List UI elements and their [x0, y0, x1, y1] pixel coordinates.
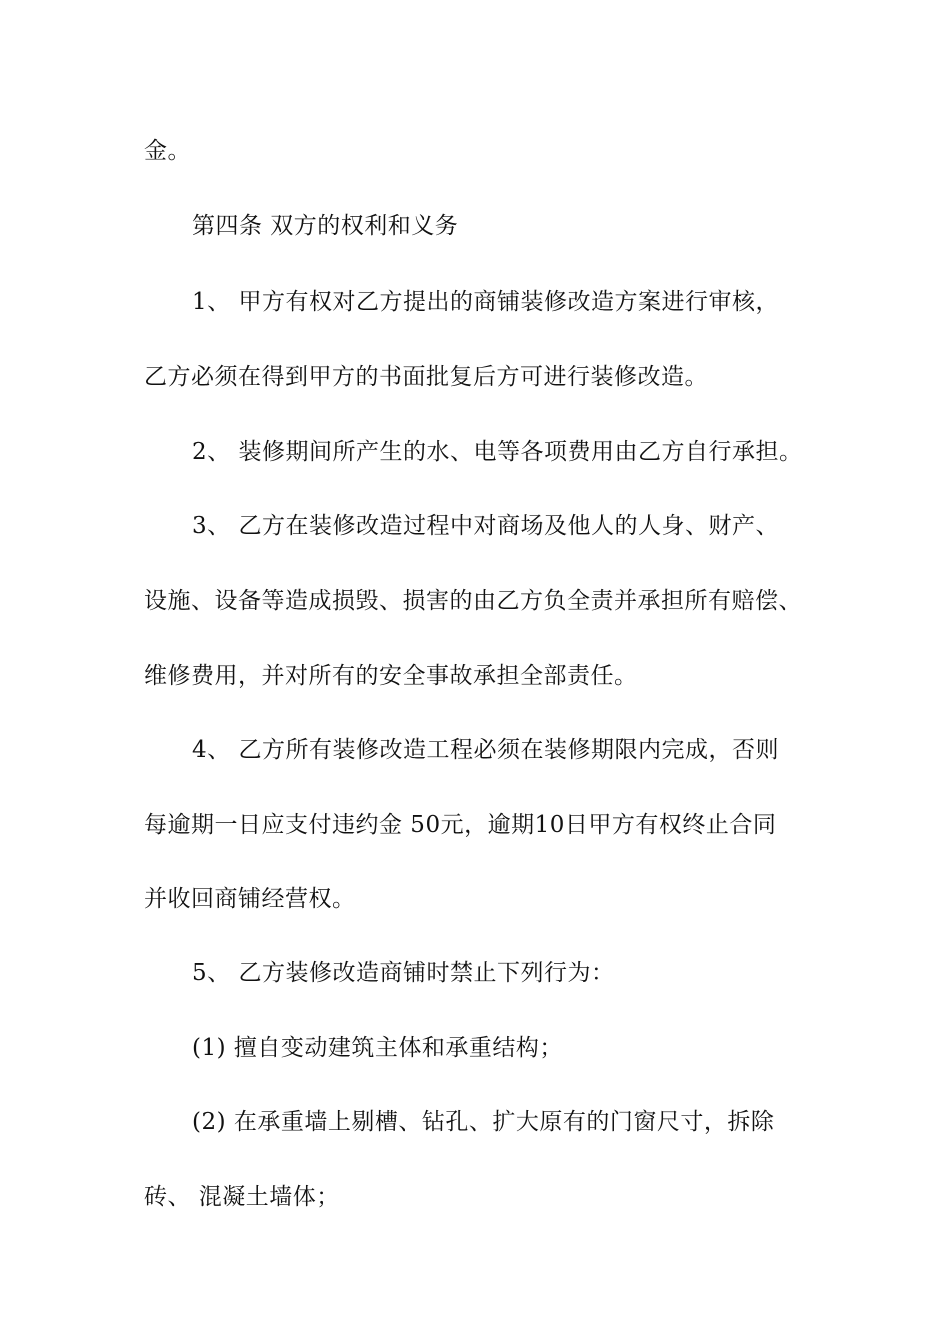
text-line: 设施、设备等造成损毁、损害的由乙方负全责并承担所有赔偿、: [144, 588, 802, 614]
text-line: 5、 乙方装修改造商铺时禁止下列行为：: [192, 960, 615, 986]
text-line: 1、 甲方有权对乙方提出的商铺装修改造方案进行审核，: [192, 289, 779, 315]
text-line: 3、 乙方在装修改造过程中对商场及他人的人身、财产、: [192, 513, 779, 539]
text-line: (1) 擅自变动建筑主体和承重结构；: [192, 1035, 563, 1061]
text-line: (2) 在承重墙上剔槽、钻孔、扩大原有的门窗尺寸，拆除: [192, 1109, 775, 1135]
text-line: 砖、 混凝土墙体；: [144, 1184, 340, 1210]
text-line: 维修费用，并对所有的安全事故承担全部责任。: [144, 663, 638, 689]
text-line: 金。: [144, 138, 191, 164]
text-line: 乙方必须在得到甲方的书面批复后方可进行装修改造。: [144, 364, 708, 390]
text-line: 2、 装修期间所产生的水、电等各项费用由乙方自行承担。: [192, 439, 803, 465]
text-line: 每逾期一日应支付违约金 50元，逾期10日甲方有权终止合同: [144, 812, 777, 838]
text-line: 并收回商铺经营权。: [144, 886, 356, 912]
section-heading: 第四条 双方的权利和义务: [192, 213, 459, 239]
text-line: 4、 乙方所有装修改造工程必须在装修期限内完成，否则: [192, 737, 779, 763]
